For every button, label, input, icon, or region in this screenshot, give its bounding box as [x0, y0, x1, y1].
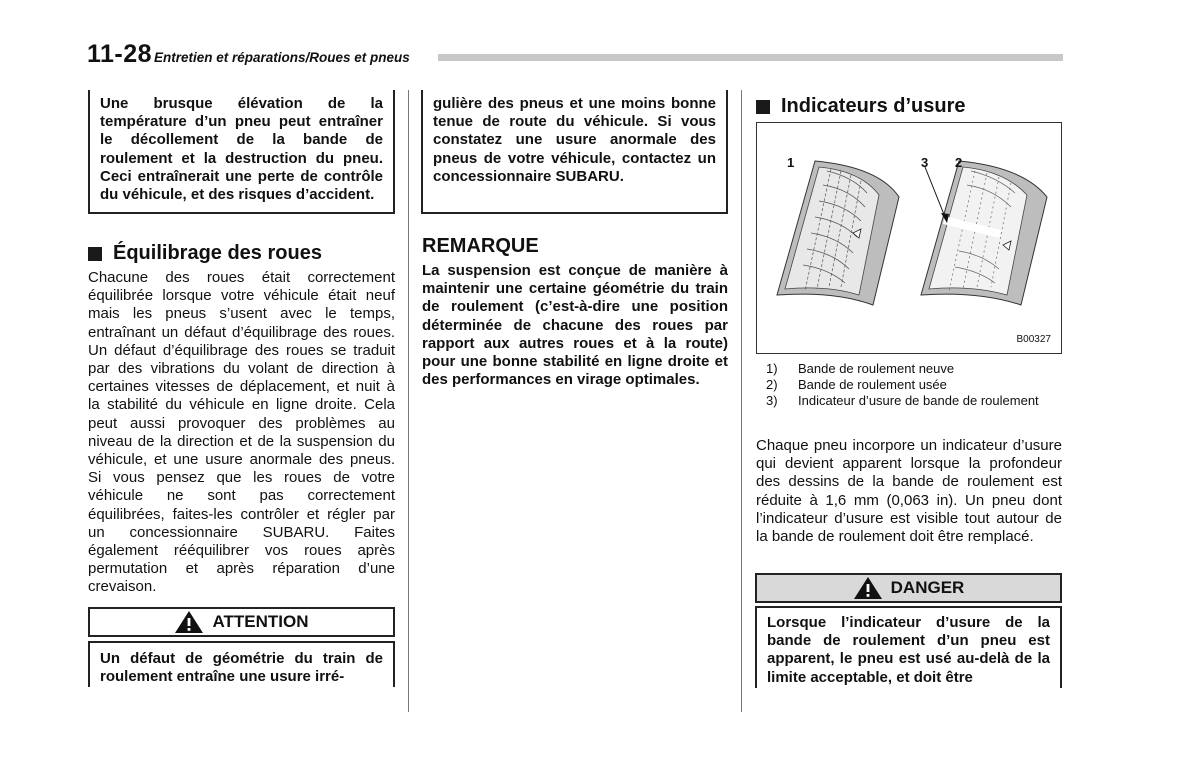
balancing-paragraph: Chacune des roues était correctement équilibrée lorsque votre véhicule était neuf mais les pneus s’usent avec le temps, entraînant un défaut d’équilibrage des roues. Un défaut d’équilibrage des roues se traduit par des vibrations du volant de direction à certaines vitesses de déplacement, et nuit à la stabilité du véhicule en ligne droite. Cela peut aussi provoquer des problèmes au niveau de la direction et de la suspension du véhicule, et une usure anormale des pneus. Si vous pensez que les roues de votre véhicule ne sont pas correctement équilibrées, faites-les contrôler et régler par un concessionnaire SUBARU. Faites également rééquilibrer vos roues après permutation et après réparation d’une crevaison.: [88, 269, 395, 596]
danger-box: [755, 606, 1062, 688]
column-divider-left: [408, 90, 409, 712]
danger-header: [755, 573, 1062, 603]
section-title: Équilibrage des roues: [113, 242, 322, 264]
figure-label-2: 2: [955, 155, 963, 170]
section-heading-wear-indicators: [756, 95, 966, 118]
page-number: 11-28: [87, 40, 153, 68]
section-bullet-icon: [88, 247, 102, 261]
figure-code: B00327: [1016, 334, 1051, 345]
figure-legend: [766, 361, 1062, 409]
tire-tread-illustration: [757, 123, 1061, 353]
warning-continuation-text: Une brusque élévation de la température d’un pneu peut entraîner le décollement de la bande de roulement et la destruction du pneu. Ceci entraînerait une perte de contrôle du véhicule, et des risques d’accident.: [100, 95, 383, 204]
column-divider-right: [741, 90, 742, 712]
section-title: Indicateurs d’usure: [781, 95, 966, 117]
warning-continuation-box: [88, 90, 395, 214]
warning-triangle-icon: [174, 610, 204, 634]
danger-triangle-icon: [853, 576, 883, 600]
attention-continuation-text: gulière des pneus et une moins bonne tenue de route du véhicule. Si vous constatez une usure anormale des pneus de votre véhicule, contactez un concessionnaire SUBARU.: [433, 95, 716, 185]
tread-wear-figure: [756, 122, 1062, 354]
attention-text: Un défaut de géométrie du train de roulement entraîne une usure irré-: [100, 650, 383, 686]
remark-title: REMARQUE: [422, 235, 539, 257]
attention-label: ATTENTION: [212, 612, 309, 631]
remark-text: La suspension est conçue de manière à maintenir une certaine géométrie du train de roulement (c’est-à-dire une position déterminée de chacune des roues par rapport aux autres roues et à la route) pour une bonne stabilité en ligne droite et des performances en virage optimales.: [422, 262, 728, 389]
attention-header: [88, 607, 395, 637]
section-heading-balancing: [88, 242, 322, 265]
legend-item: 2) Bande de roulement usée: [766, 377, 947, 392]
danger-label: DANGER: [890, 578, 965, 597]
header-title: Entretien et réparations/Roues et pneus: [154, 50, 410, 65]
legend-item: 1) Bande de roulement neuve: [766, 361, 955, 376]
header-rule: [438, 54, 1063, 61]
attention-box: [88, 641, 395, 687]
remark-heading: [422, 235, 539, 258]
attention-continuation-box: [421, 90, 728, 214]
figure-label-3: 3: [921, 155, 929, 170]
section-bullet-icon: [756, 100, 770, 114]
danger-text: Lorsque l’indicateur d’usure de la bande de roulement d’un pneu est apparent, le pneu est usé au-delà de la limite acceptable, et doit être: [767, 614, 1050, 686]
figure-label-1: 1: [787, 155, 795, 170]
wear-indicator-paragraph: Chaque pneu incorpore un indicateur d’usure qui devient apparent lorsque la profondeur des dessins de la bande de roulement est réduite à 1,6 mm (0,063 in). Un pneu dont l’indicateur d’usure est visible tout autour de la bande de roulement doit être remplacé.: [756, 437, 1062, 546]
legend-item: 3) Indicateur d’usure de bande de roulement: [766, 393, 1039, 408]
